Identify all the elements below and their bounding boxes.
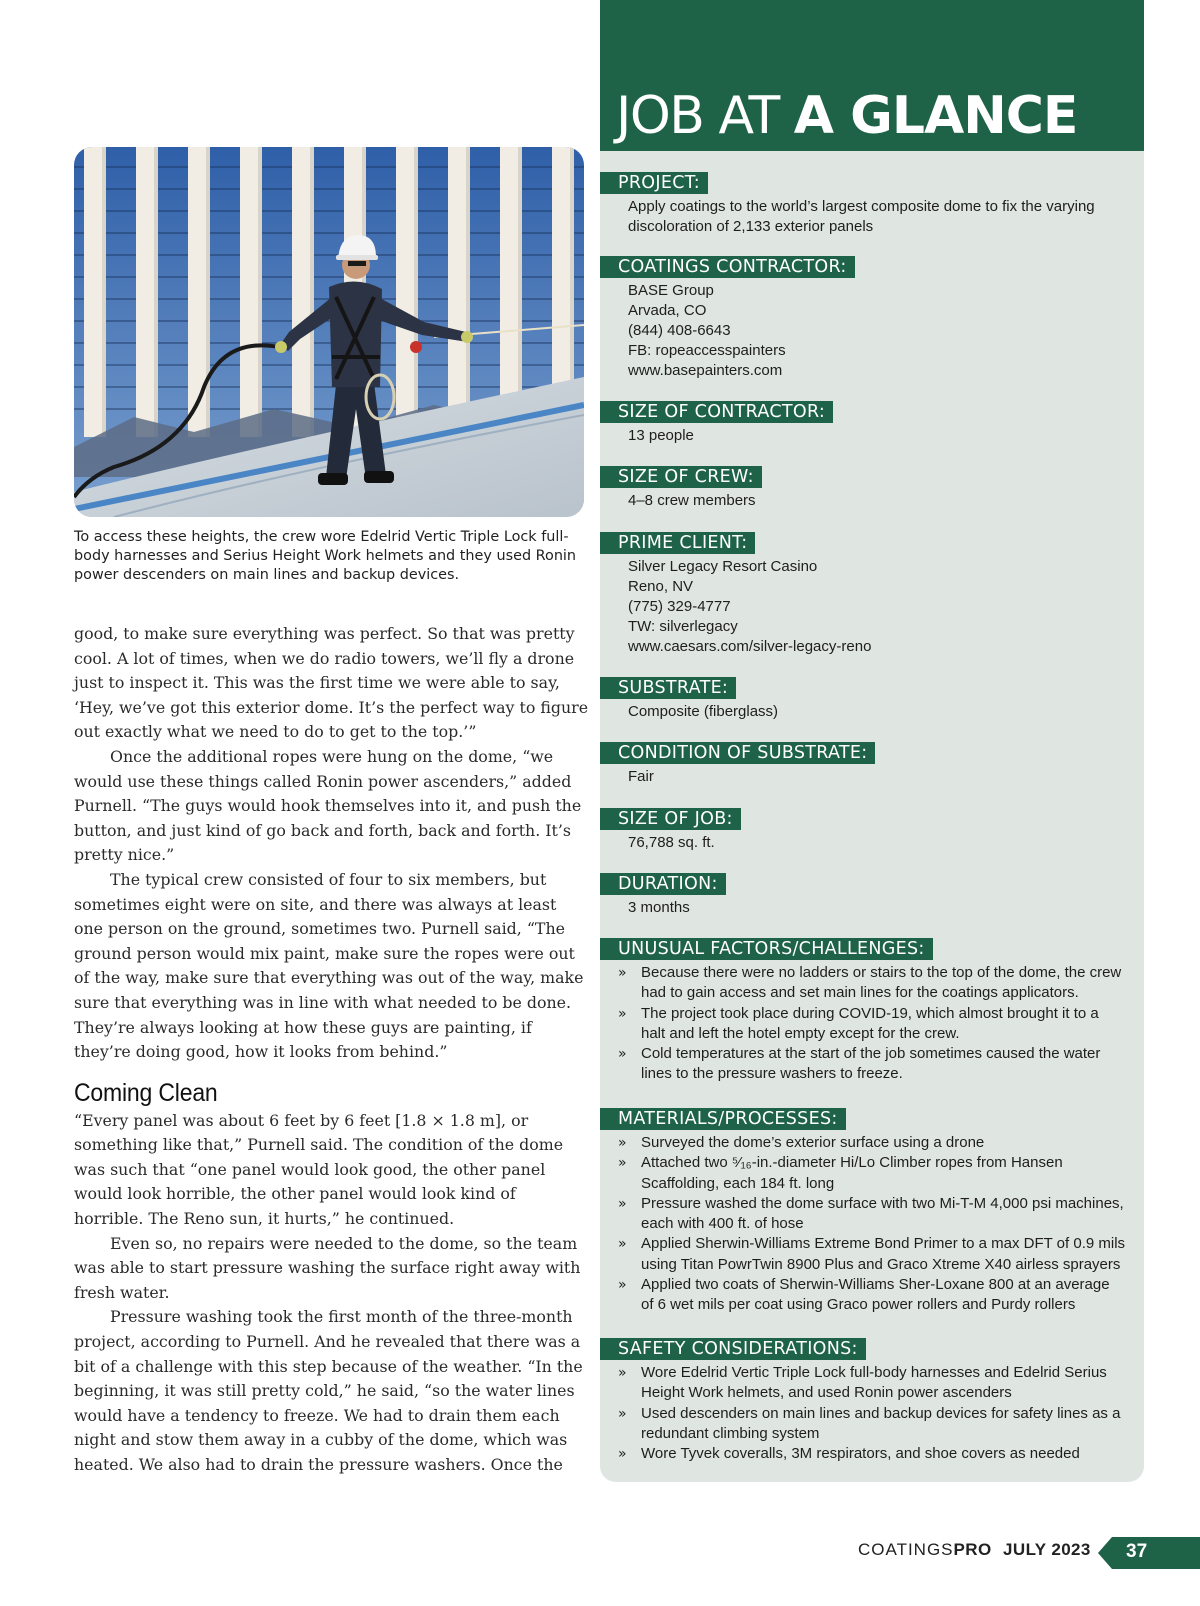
list-item: » Pressure washed the dome surface with two Mi-T-M 4,000 psi machines, each with 400 ft. of hose (618, 1194, 1124, 1233)
contractor-label: COATINGS CONTRACTOR: (600, 256, 855, 278)
duration-section (600, 873, 1144, 918)
contractor-value: BASE Group Arvada, CO (844) 408-6643 FB: ropeaccesspainters www.basepainters.com (628, 281, 1144, 381)
article-paragraph: The typical crew consisted of four to six members, but sometimes eight were on site, and there was always at least one person on the ground, sometimes two. Purnell said, “The ground person would mix paint, make sure the ropes were out of the way, make sure that everything was out of the way, make sure that everything was in line with what needed to be done. They’re always looking at how these guys are painting, if they’re doing good, how it looks from behind.” (74, 869, 584, 1062)
sidebar-title: JOB AT A GLANCE (616, 86, 1078, 146)
issue-date: JULY 2023 (1003, 1540, 1091, 1559)
article-body (74, 622, 590, 1478)
client-website: www.caesars.com/silver-legacy-reno (628, 638, 872, 655)
list-item: » Surveyed the dome’s exterior surface using a drone (618, 1134, 985, 1151)
size-crew-value: 4–8 crew members (628, 492, 756, 509)
list-item: » Cold temperatures at the start of the job sometimes caused the water lines to the pressure washers to freeze. (618, 1045, 1101, 1083)
safety-label: SAFETY CONSIDERATIONS: (600, 1338, 866, 1360)
materials-section (600, 1108, 1144, 1316)
size-job-label: SIZE OF JOB: (600, 808, 741, 830)
project-section (600, 172, 1144, 237)
substrate-section (600, 677, 1144, 722)
section-subhead: Coming Clean (74, 1078, 218, 1107)
article-paragraph: Even so, no repairs were needed to the dome, so the team was able to start pressure washing the surface right away with fresh water. (74, 1233, 581, 1302)
article-paragraph: good, to make sure everything was perfect. So that was pretty cool. A lot of times, when we do radio towers, we’ll fly a drone just to inspect it. This was the first time we were able to say, ‘Hey, we’ve got this exterior dome. It’s the perfect way to figure out exactly what we need to do to get to the top.’” (74, 624, 589, 742)
unusual-factors-list (600, 963, 1144, 1085)
page-number-tab (1098, 1537, 1200, 1569)
substrate-value: Composite (fiberglass) (628, 703, 779, 720)
condition-section (600, 742, 1144, 787)
page-footer (858, 1539, 1091, 1561)
condition-label: CONDITION OF SUBSTRATE: (600, 742, 875, 764)
prime-client-label: PRIME CLIENT: (600, 532, 755, 554)
condition-value: Fair (628, 768, 654, 785)
size-job-value: 76,788 sq. ft. (628, 834, 715, 851)
article-paragraph: “Every panel was about 6 feet by 6 feet [1.8 × 1.8 m], or something like that,” Purnell said. The condition of the dome was such that “one panel would look good, the other panel would look horrible, the other panel would look kind of horrible. The Reno sun, it hurts,” he continued. (74, 1110, 564, 1229)
list-item: » Used descenders on main lines and backup devices for safety lines as a redundant climbing system (618, 1404, 1121, 1442)
list-item: » Because there were no ladders or stairs to the top of the dome, the crew had to gain access and set main lines for the coatings applicators. (618, 964, 1122, 1002)
size-contractor-section (600, 401, 1144, 446)
list-item: » Applied Sherwin-Williams Extreme Bond Primer to a max DFT of 0.9 mils using Titan PowrTwin 8900 Plus and Graco Xtreme X40 airless sprayers (618, 1235, 1126, 1273)
unusual-factors-label: UNUSUAL FACTORS/CHALLENGES: (600, 938, 933, 960)
page-number: 37 (1126, 1541, 1148, 1562)
project-label: PROJECT: (600, 172, 708, 194)
client-twitter: TW: silverlegacy (628, 618, 738, 635)
size-crew-label: SIZE OF CREW: (600, 466, 762, 488)
list-item: » Wore Edelrid Vertic Triple Lock full-body harnesses and Edelrid Serius Height Work helmets, and used Ronin power ascenders (618, 1364, 1107, 1402)
list-item: » Attached two ⁵⁄₁₆-in.-diameter Hi/Lo Climber ropes from Hansen Scaffolding, each 184 ft. long (618, 1154, 1063, 1192)
size-job-section (600, 808, 1144, 853)
contractor-section (600, 256, 1144, 381)
article-paragraph: Pressure washing took the first month of the three-month project, according to Purnell. And he revealed that there was a bit of a challenge with this step because of the weather. “In the beginning, it was still pretty cold,” he said, “so the water lines would have a tendency to freeze. We had to drain them each night and stow them away in a cubby of the dome, which was heated. We also had to drain the pressure washers. Once the (74, 1307, 583, 1474)
materials-list (600, 1133, 1144, 1316)
photo-caption: To access these heights, the crew wore Edelrid Vertic Triple Lock full-body harnesses and Serius Height Work helmets and they used Ronin power descenders on main lines and backup devices. (74, 529, 577, 583)
list-item: » The project took place during COVID-19, which almost brought it to a halt and left the hotel empty except for the crew. (618, 1004, 1099, 1042)
magazine-name: COATINGSPRO (858, 1540, 992, 1559)
worker-on-dome-image (74, 147, 584, 517)
size-contractor-label: SIZE OF CONTRACTOR: (600, 401, 833, 423)
prime-client-value: Silver Legacy Resort Casino Reno, NV (775) 329-4777 TW: silverlegacy www.caesars.com/silver-legacy-reno (628, 557, 1144, 657)
safety-section (600, 1338, 1144, 1464)
size-contractor-value: 13 people (628, 427, 694, 444)
project-value: Apply coatings to the world’s largest composite dome to fix the varying discoloration of 2,133 exterior panels (628, 198, 1095, 235)
substrate-label: SUBSTRATE: (600, 677, 736, 699)
contractor-website: www.basepainters.com (628, 362, 783, 379)
duration-label: DURATION: (600, 873, 726, 895)
job-at-a-glance-sidebar (600, 0, 1144, 1482)
article-paragraph: Once the additional ropes were hung on the dome, “we would use these things called Ronin power ascenders,” added Purnell. “The guys would hook themselves into it, and push the button, and just kind of go back and forth, back and forth. It’s pretty nice.” (74, 746, 582, 865)
contractor-facebook: FB: ropeaccesspainters (628, 342, 786, 359)
unusual-factors-section (600, 938, 1144, 1085)
article-photo (74, 147, 584, 517)
prime-client-section (600, 532, 1144, 657)
materials-label: MATERIALS/PROCESSES: (600, 1108, 846, 1130)
list-item: » Applied two coats of Sherwin-Williams Sher-Loxane 800 at an average of 6 wet mils per coat using Graco power rollers and Purdy rollers (618, 1276, 1110, 1314)
list-item: » Wore Tyvek coveralls, 3M respirators, and shoe covers as needed (618, 1445, 1080, 1463)
size-crew-section (600, 466, 1144, 511)
sidebar-header (600, 0, 1144, 151)
safety-list (600, 1363, 1144, 1464)
duration-value: 3 months (628, 899, 690, 916)
